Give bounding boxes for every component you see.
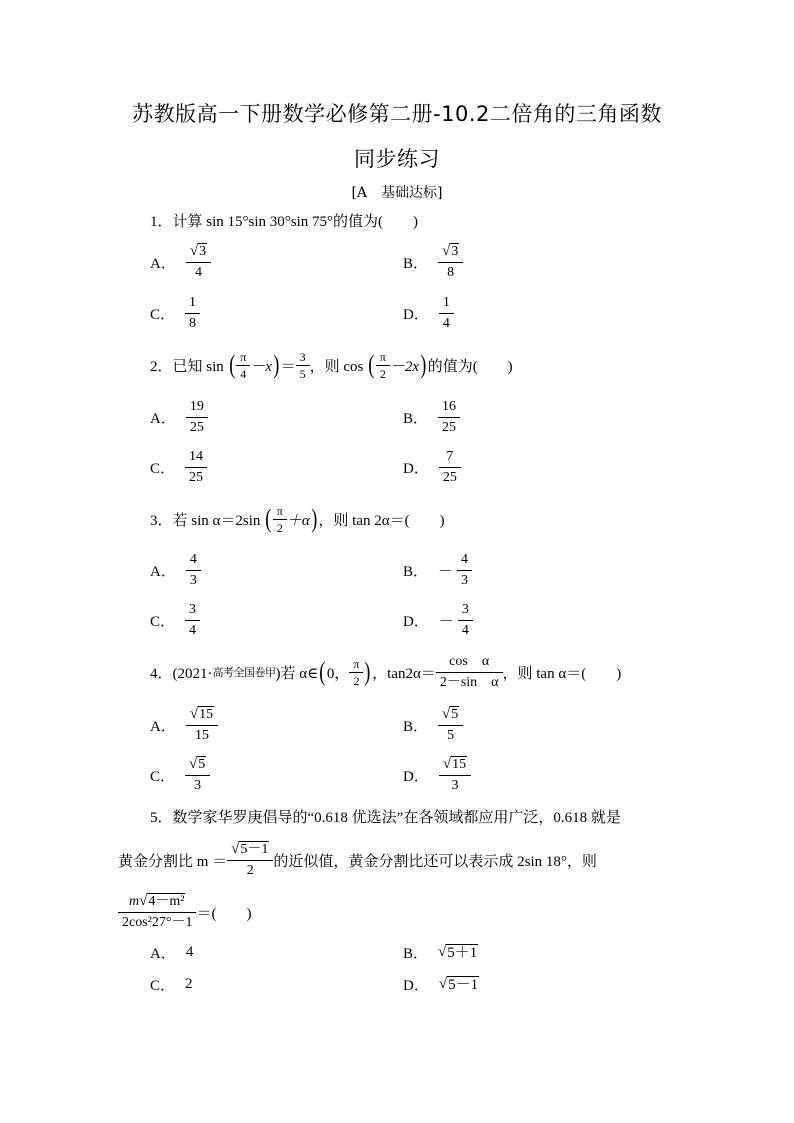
q4-option-b: B． √ 5 5 [403,703,463,747]
exam-source-label: 高考全国卷甲 [212,666,276,679]
question-4-stem: 4．(2021· 高考全国卷甲 )若 α∈ ( 0， $\frac{\pi}{2}$ ) ，tan2α＝ $\frac{\text{cos α}}{\text{2－sin α}}$ ，则 tan α＝( ) [150,653,622,690]
q5-option-b: B． √ 5＋1 [403,943,478,962]
q3-option-b: B． － $\frac{4}{3}$ [403,548,472,592]
page-title: 苏教版高一下册数学必修第二册-10.2二倍角的三角函数 [132,102,662,126]
question-5-line-1: 5．数学家华罗庚倡导的“0.618 优选法”在各领域都应用广泛，0.618 就是 [150,810,621,826]
q5-option-c: C． 2 [150,975,193,994]
question-2-stem: 2．已知 sin ( $\frac{\pi}{4}$ －x ) ＝ $\frac{3}{5}$ ，则 cos ( $\frac{\pi}{2}$ －2x ) 的值为( ) [150,349,513,381]
q4-option-a: A． √ 15 15 [150,703,218,747]
q3-option-d: D． － $\frac{3}{4}$ [403,598,473,642]
q1-option-d: D． $\frac{1}{4}$ [403,291,454,335]
q1-option-b: B． √ 3 8 [403,240,463,284]
q2-option-a: A． $\frac{19}{25}$ [150,395,208,439]
q2-option-b: B． $\frac{16}{25}$ [403,395,460,439]
q4-option-d: D． √ 15 3 [403,753,471,797]
q1-option-a: A． √ 3 4 [150,240,211,284]
q3-option-c: C． $\frac{3}{4}$ [150,598,200,642]
q3-option-a: A． $\frac{4}{3}$ [150,548,201,592]
q2-option-d: D． $\frac{7}{25}$ [403,445,461,489]
q2-option-c: C． $\frac{14}{25}$ [150,445,207,489]
question-3-stem: 3．若 sin α＝2sin ( $\frac{\pi}{2}$ ＋α ) ，则 tan 2α＝( ) [150,503,445,535]
q5-option-d: D． √ 5－1 [403,975,479,994]
q1-option-c: C． $\frac{1}{8}$ [150,291,200,335]
q5-option-a: A． 4 [150,943,194,962]
question-5-line-2: 黄金分割比 m ＝ √ 5－1 2 的近似值，黄金分割比还可以表示成 2sin 18°，则 [118,840,597,878]
page-subtitle: 同步练习 [354,147,440,171]
section-heading: [A 基础达标] [351,185,443,201]
question-1-stem: 1．计算 sin 15°sin 30°sin 75°的值为( ) [150,214,419,230]
q4-option-c: C． √ 5 3 [150,753,210,797]
question-5-line-3: m √ 4－m² 2cos²27°－1 ＝( ) [118,890,251,934]
